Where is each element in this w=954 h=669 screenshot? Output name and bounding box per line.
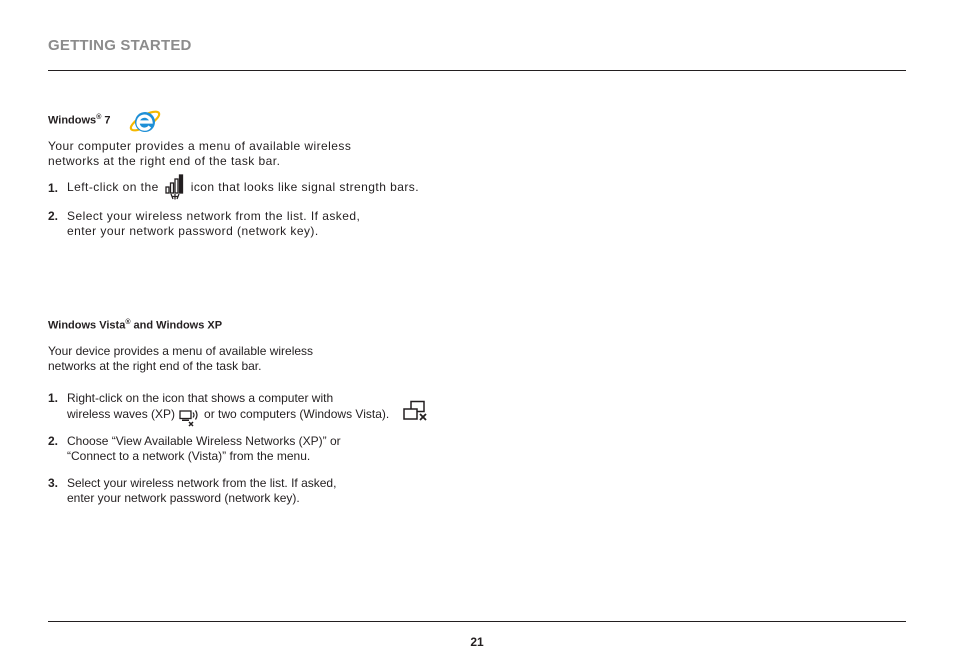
section-heading-windows-7 [48, 114, 111, 127]
heading-windows-7-name: Windows [48, 114, 97, 127]
windows-7-step-2-number: 2. [48, 209, 59, 223]
vista-xp-step-2-line1: Choose “View Available Wireless Networks (XP)” or [67, 434, 341, 448]
windows-7-step-2-line2: enter your network password (network key). [67, 223, 319, 238]
windows-7-step-1 [67, 174, 419, 200]
vista-xp-step-2-number: 2. [48, 434, 59, 448]
footer-divider [48, 621, 906, 622]
vista-xp-intro-line2: networks at the right end of the task bar. [48, 358, 262, 373]
vista-xp-step-1-line1: Right-click on the icon that shows a computer with [67, 391, 334, 405]
windows-7-step-2-line1: Select your wireless network from the list. If asked, [67, 209, 361, 223]
two-computers-network-icon [402, 400, 429, 422]
header-divider [48, 70, 906, 71]
windows-7-step-1-text-after: icon that looks like signal strength bars. [190, 179, 420, 194]
page-number: 21 [470, 635, 484, 649]
vista-xp-step-1-text-before: wireless waves (XP) [67, 407, 176, 422]
vista-xp-intro [48, 344, 468, 373]
vista-xp-step-3 [67, 476, 467, 505]
registered-mark: ® [125, 319, 131, 326]
section-heading-windows-vista-xp [48, 319, 222, 332]
vista-xp-step-3-number: 3. [48, 476, 59, 490]
vista-xp-step-2 [67, 434, 467, 463]
heading-vista-rest: and Windows XP [130, 319, 223, 332]
vista-xp-intro-line1: Your device provides a menu of available wireless [48, 344, 314, 358]
windows-7-step-1-text-before: Left-click on the [67, 179, 159, 194]
vista-xp-step-1-number: 1. [48, 391, 59, 405]
windows-7-intro [48, 139, 468, 168]
vista-xp-step-2-line2: “Connect to a network (Vista)” from the menu. [67, 448, 311, 463]
vista-xp-step-3-line1: Select your wireless network from the list. If asked, [67, 476, 337, 490]
vista-xp-step-3-line2: enter your network password (network key). [67, 490, 300, 505]
heading-vista-name: Windows Vista [48, 319, 126, 332]
internet-explorer-logo-icon [128, 104, 162, 138]
windows-7-step-2 [67, 209, 487, 238]
computer-wireless-waves-icon [179, 409, 201, 427]
registered-mark: ® [96, 114, 102, 121]
windows-7-intro-line2: networks at the right end of the task bar. [48, 153, 281, 168]
windows-7-step-1-number: 1. [48, 181, 59, 195]
windows-7-intro-line1: Your computer provides a menu of available wireless [48, 139, 352, 153]
signal-strength-bars-icon [163, 174, 187, 200]
vista-xp-step-1-text-after: or two computers (Windows Vista). [204, 407, 390, 422]
page-header-title: GETTING STARTED [48, 37, 192, 54]
heading-windows-7-version: 7 [101, 114, 111, 127]
